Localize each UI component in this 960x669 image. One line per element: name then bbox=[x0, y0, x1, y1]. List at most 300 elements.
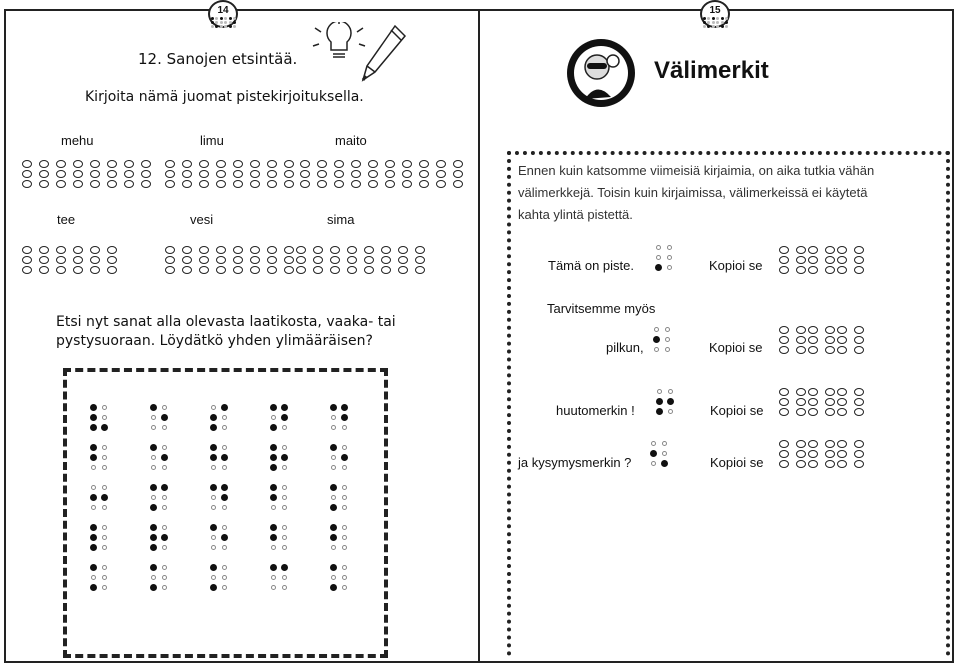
braille-dot-empty[interactable] bbox=[334, 180, 344, 188]
braille-dot-empty[interactable] bbox=[796, 336, 806, 344]
braille-dot-empty[interactable] bbox=[415, 266, 425, 274]
braille-dot-empty[interactable] bbox=[364, 246, 374, 254]
braille-cell-maito[interactable] bbox=[300, 160, 331, 189]
braille-cell-mehu[interactable] bbox=[124, 160, 155, 189]
braille-dot-empty[interactable] bbox=[385, 170, 395, 178]
braille-dot-raised bbox=[270, 484, 277, 491]
braille-dot-empty[interactable] bbox=[22, 180, 32, 188]
braille-dot-empty[interactable] bbox=[313, 256, 323, 264]
braille-dot-empty[interactable] bbox=[368, 170, 378, 178]
braille-dot-empty[interactable] bbox=[402, 170, 412, 178]
braille-dot-empty[interactable] bbox=[73, 256, 83, 264]
copy-cell[interactable] bbox=[837, 246, 868, 275]
braille-dot-empty[interactable] bbox=[854, 326, 864, 334]
braille-dot-empty[interactable] bbox=[351, 180, 361, 188]
braille-dot-empty[interactable] bbox=[364, 266, 374, 274]
braille-dot-empty[interactable] bbox=[216, 180, 226, 188]
braille-dot-empty[interactable] bbox=[182, 256, 192, 264]
braille-dot-empty[interactable] bbox=[165, 246, 175, 254]
braille-dot-empty[interactable] bbox=[182, 160, 192, 168]
search-grid-cell bbox=[150, 404, 168, 431]
braille-dot-raised bbox=[270, 534, 277, 541]
braille-cell-limu[interactable] bbox=[165, 160, 196, 189]
braille-dot-empty[interactable] bbox=[250, 180, 260, 188]
braille-cell-mehu[interactable] bbox=[22, 160, 53, 189]
braille-dot-flat bbox=[211, 575, 216, 580]
braille-dot-empty[interactable] bbox=[90, 180, 100, 188]
braille-cell-tee[interactable] bbox=[56, 246, 87, 275]
braille-dot-empty[interactable] bbox=[808, 440, 818, 448]
braille-dot-empty[interactable] bbox=[182, 170, 192, 178]
braille-dot-empty[interactable] bbox=[199, 180, 209, 188]
braille-dot-empty[interactable] bbox=[779, 450, 789, 458]
braille-dot-empty[interactable] bbox=[837, 336, 847, 344]
braille-dot-empty[interactable] bbox=[141, 170, 151, 178]
braille-cell-sima[interactable] bbox=[296, 246, 327, 275]
braille-dot-empty[interactable] bbox=[317, 180, 327, 188]
braille-cell-vesi[interactable] bbox=[267, 246, 298, 275]
braille-dot-empty[interactable] bbox=[165, 170, 175, 178]
braille-dot-empty[interactable] bbox=[453, 180, 463, 188]
braille-dot-raised bbox=[270, 444, 277, 451]
braille-dot-flat bbox=[331, 465, 336, 470]
braille-dot-empty[interactable] bbox=[779, 246, 789, 254]
braille-dot-empty[interactable] bbox=[779, 256, 789, 264]
copy-cell[interactable] bbox=[837, 326, 868, 355]
braille-dot-empty[interactable] bbox=[284, 170, 294, 178]
braille-dot-empty[interactable] bbox=[825, 460, 835, 468]
braille-dot-empty[interactable] bbox=[779, 326, 789, 334]
braille-dot-empty[interactable] bbox=[453, 160, 463, 168]
braille-dot-raised bbox=[90, 404, 97, 411]
braille-dot-empty[interactable] bbox=[796, 326, 806, 334]
braille-dot-empty[interactable] bbox=[808, 256, 818, 264]
braille-dot-empty[interactable] bbox=[385, 160, 395, 168]
braille-dot-flat bbox=[282, 505, 287, 510]
braille-dot-raised bbox=[221, 534, 228, 541]
braille-dot-empty[interactable] bbox=[90, 160, 100, 168]
braille-dot-empty[interactable] bbox=[854, 388, 864, 396]
braille-dot-empty[interactable] bbox=[415, 256, 425, 264]
braille-dot-flat bbox=[151, 415, 156, 420]
braille-cell-tee[interactable] bbox=[22, 246, 53, 275]
braille-dot-flat bbox=[162, 425, 167, 430]
braille-dot-raised bbox=[281, 454, 288, 461]
braille-dot-empty[interactable] bbox=[808, 246, 818, 254]
braille-dot-empty[interactable] bbox=[837, 398, 847, 406]
braille-dot-flat bbox=[102, 485, 107, 490]
braille-dot-flat bbox=[211, 405, 216, 410]
braille-dot-flat bbox=[222, 465, 227, 470]
braille-dot-empty[interactable] bbox=[284, 266, 294, 274]
braille-dot-empty[interactable] bbox=[73, 170, 83, 178]
braille-dot-raised bbox=[90, 444, 97, 451]
braille-dot-empty[interactable] bbox=[825, 246, 835, 254]
braille-dot-empty[interactable] bbox=[808, 450, 818, 458]
braille-cell-sima[interactable] bbox=[330, 246, 361, 275]
braille-dot-raised bbox=[150, 504, 157, 511]
braille-dot-empty[interactable] bbox=[90, 266, 100, 274]
braille-dot-empty[interactable] bbox=[165, 256, 175, 264]
braille-dot-empty[interactable] bbox=[796, 266, 806, 274]
braille-cell-vesi[interactable] bbox=[233, 246, 264, 275]
braille-dot-empty[interactable] bbox=[250, 246, 260, 254]
braille-dot-empty[interactable] bbox=[796, 398, 806, 406]
braille-dot-raised bbox=[90, 544, 97, 551]
braille-dot-empty[interactable] bbox=[779, 398, 789, 406]
braille-dot-raised bbox=[101, 424, 108, 431]
braille-dot-empty[interactable] bbox=[39, 266, 49, 274]
braille-dot-empty[interactable] bbox=[233, 266, 243, 274]
braille-dot-empty[interactable] bbox=[73, 180, 83, 188]
braille-cell-limu[interactable] bbox=[199, 160, 230, 189]
braille-dot-empty[interactable] bbox=[141, 160, 151, 168]
braille-dot-empty[interactable] bbox=[56, 160, 66, 168]
braille-dot-empty[interactable] bbox=[419, 160, 429, 168]
braille-dot-empty[interactable] bbox=[56, 266, 66, 274]
braille-dot-empty[interactable] bbox=[854, 346, 864, 354]
braille-dot-empty[interactable] bbox=[199, 266, 209, 274]
braille-dot-empty[interactable] bbox=[825, 266, 835, 274]
braille-dot-empty[interactable] bbox=[779, 346, 789, 354]
braille-dot-empty[interactable] bbox=[808, 408, 818, 416]
braille-dot-empty[interactable] bbox=[796, 460, 806, 468]
braille-dot-empty[interactable] bbox=[124, 180, 134, 188]
braille-dot-flat bbox=[667, 255, 672, 260]
braille-dot-empty[interactable] bbox=[124, 170, 134, 178]
braille-dot-empty[interactable] bbox=[199, 246, 209, 254]
copy-cell[interactable] bbox=[779, 326, 810, 355]
braille-dot-empty[interactable] bbox=[267, 246, 277, 254]
braille-cell-maito[interactable] bbox=[334, 160, 365, 189]
braille-dot-flat bbox=[665, 347, 670, 352]
braille-dot-empty[interactable] bbox=[313, 266, 323, 274]
braille-dot-empty[interactable] bbox=[385, 180, 395, 188]
braille-dot-empty[interactable] bbox=[808, 460, 818, 468]
braille-dot-empty[interactable] bbox=[216, 266, 226, 274]
braille-dot-empty[interactable] bbox=[854, 336, 864, 344]
braille-dot-empty[interactable] bbox=[808, 266, 818, 274]
copy-cell[interactable] bbox=[779, 246, 810, 275]
braille-dot-empty[interactable] bbox=[90, 170, 100, 178]
braille-dot-empty[interactable] bbox=[825, 336, 835, 344]
braille-dot-empty[interactable] bbox=[90, 246, 100, 254]
search-grid-cell bbox=[270, 524, 288, 551]
braille-dot-empty[interactable] bbox=[22, 256, 32, 264]
braille-dot-empty[interactable] bbox=[368, 160, 378, 168]
braille-dot-empty[interactable] bbox=[398, 246, 408, 254]
braille-dot-empty[interactable] bbox=[107, 180, 117, 188]
braille-dot-empty[interactable] bbox=[182, 246, 192, 254]
braille-dot-empty[interactable] bbox=[330, 256, 340, 264]
braille-dot-empty[interactable] bbox=[779, 388, 789, 396]
braille-dot-flat bbox=[151, 425, 156, 430]
braille-dot-empty[interactable] bbox=[347, 246, 357, 254]
braille-dot-empty[interactable] bbox=[351, 160, 361, 168]
braille-dot-empty[interactable] bbox=[39, 180, 49, 188]
braille-dot-empty[interactable] bbox=[233, 160, 243, 168]
braille-dot-empty[interactable] bbox=[796, 408, 806, 416]
braille-cell-vesi[interactable] bbox=[165, 246, 196, 275]
braille-cell-mehu[interactable] bbox=[90, 160, 121, 189]
braille-dot-empty[interactable] bbox=[107, 170, 117, 178]
braille-dot-empty[interactable] bbox=[381, 266, 391, 274]
word-label-limu: limu bbox=[200, 133, 224, 148]
braille-dot-empty[interactable] bbox=[90, 256, 100, 264]
braille-dot-empty[interactable] bbox=[436, 160, 446, 168]
braille-dot-empty[interactable] bbox=[107, 160, 117, 168]
braille-dot-empty[interactable] bbox=[381, 246, 391, 254]
intro-line-3: kahta ylintä pistettä. bbox=[518, 207, 633, 222]
braille-dot-empty[interactable] bbox=[854, 440, 864, 448]
braille-dot-empty[interactable] bbox=[216, 170, 226, 178]
braille-dot-empty[interactable] bbox=[182, 180, 192, 188]
braille-cell-sima[interactable] bbox=[364, 246, 395, 275]
braille-cell-limu[interactable] bbox=[233, 160, 264, 189]
braille-dot-empty[interactable] bbox=[56, 246, 66, 254]
braille-dot-flat bbox=[162, 525, 167, 530]
braille-dot-flat bbox=[222, 505, 227, 510]
braille-dot-flat bbox=[91, 485, 96, 490]
braille-dot-empty[interactable] bbox=[267, 256, 277, 264]
braille-dot-raised bbox=[650, 450, 657, 457]
braille-dot-empty[interactable] bbox=[39, 160, 49, 168]
braille-dot-empty[interactable] bbox=[22, 160, 32, 168]
braille-dot-empty[interactable] bbox=[796, 440, 806, 448]
copy-cell[interactable] bbox=[837, 388, 868, 417]
braille-dot-empty[interactable] bbox=[808, 346, 818, 354]
copy-cell[interactable] bbox=[779, 388, 810, 417]
braille-dot-empty[interactable] bbox=[402, 180, 412, 188]
braille-cell-maito[interactable] bbox=[436, 160, 467, 189]
braille-dot-empty[interactable] bbox=[284, 246, 294, 254]
braille-dot-empty[interactable] bbox=[402, 160, 412, 168]
braille-dot-empty[interactable] bbox=[808, 398, 818, 406]
braille-dot-empty[interactable] bbox=[216, 246, 226, 254]
braille-dot-empty[interactable] bbox=[825, 450, 835, 458]
braille-dot-empty[interactable] bbox=[334, 170, 344, 178]
braille-dot-empty[interactable] bbox=[216, 256, 226, 264]
braille-dot-empty[interactable] bbox=[199, 160, 209, 168]
braille-dot-empty[interactable] bbox=[347, 256, 357, 264]
braille-dot-empty[interactable] bbox=[199, 256, 209, 264]
braille-dot-empty[interactable] bbox=[300, 170, 310, 178]
braille-dot-empty[interactable] bbox=[825, 256, 835, 264]
braille-dot-empty[interactable] bbox=[347, 266, 357, 274]
braille-dot-empty[interactable] bbox=[796, 256, 806, 264]
braille-dot-empty[interactable] bbox=[330, 266, 340, 274]
braille-dot-empty[interactable] bbox=[250, 170, 260, 178]
braille-dot-raised bbox=[330, 564, 337, 571]
braille-dot-empty[interactable] bbox=[124, 160, 134, 168]
copy-cell[interactable] bbox=[779, 440, 810, 469]
braille-dot-empty[interactable] bbox=[854, 460, 864, 468]
braille-dot-empty[interactable] bbox=[107, 246, 117, 254]
braille-cell-mehu[interactable] bbox=[56, 160, 87, 189]
search-grid-cell bbox=[150, 484, 168, 511]
braille-dot-empty[interactable] bbox=[796, 388, 806, 396]
braille-dot-empty[interactable] bbox=[415, 246, 425, 254]
braille-dot-empty[interactable] bbox=[854, 256, 864, 264]
braille-dot-empty[interactable] bbox=[73, 266, 83, 274]
copy-cell[interactable] bbox=[837, 440, 868, 469]
braille-dot-empty[interactable] bbox=[436, 180, 446, 188]
braille-dot-empty[interactable] bbox=[796, 246, 806, 254]
braille-dot-empty[interactable] bbox=[284, 256, 294, 264]
braille-dot-empty[interactable] bbox=[837, 246, 847, 254]
copy-cell[interactable] bbox=[808, 440, 839, 469]
braille-dot-empty[interactable] bbox=[216, 160, 226, 168]
braille-dot-empty[interactable] bbox=[267, 266, 277, 274]
braille-dot-empty[interactable] bbox=[250, 266, 260, 274]
braille-dot-empty[interactable] bbox=[330, 246, 340, 254]
braille-dot-empty[interactable] bbox=[300, 180, 310, 188]
braille-cell-limu[interactable] bbox=[267, 160, 298, 189]
braille-dot-empty[interactable] bbox=[300, 160, 310, 168]
braille-cell-maito[interactable] bbox=[402, 160, 433, 189]
braille-dot-empty[interactable] bbox=[317, 160, 327, 168]
braille-dot-empty[interactable] bbox=[296, 246, 306, 254]
braille-dot-empty[interactable] bbox=[199, 170, 209, 178]
braille-dot-empty[interactable] bbox=[267, 160, 277, 168]
braille-dot-empty[interactable] bbox=[233, 170, 243, 178]
braille-dot-empty[interactable] bbox=[165, 160, 175, 168]
braille-dot-empty[interactable] bbox=[825, 388, 835, 396]
braille-dot-empty[interactable] bbox=[267, 180, 277, 188]
mascot-logo bbox=[567, 39, 635, 107]
search-grid-cell bbox=[90, 524, 108, 551]
braille-cell-vesi[interactable] bbox=[199, 246, 230, 275]
braille-cell-sima[interactable] bbox=[398, 246, 429, 275]
braille-dot-empty[interactable] bbox=[22, 170, 32, 178]
braille-dot-empty[interactable] bbox=[808, 326, 818, 334]
braille-dot-empty[interactable] bbox=[837, 326, 847, 334]
braille-dot-empty[interactable] bbox=[296, 256, 306, 264]
braille-dot-empty[interactable] bbox=[837, 266, 847, 274]
braille-dot-empty[interactable] bbox=[419, 180, 429, 188]
braille-dot-empty[interactable] bbox=[779, 440, 789, 448]
also-needed-text: Tarvitsemme myös bbox=[547, 301, 656, 316]
braille-dot-empty[interactable] bbox=[796, 450, 806, 458]
braille-dot-empty[interactable] bbox=[453, 170, 463, 178]
braille-dot-flat bbox=[162, 505, 167, 510]
braille-dot-empty[interactable] bbox=[419, 170, 429, 178]
braille-dot-empty[interactable] bbox=[141, 180, 151, 188]
braille-cell-tee[interactable] bbox=[90, 246, 121, 275]
braille-dot-empty[interactable] bbox=[381, 256, 391, 264]
braille-dot-empty[interactable] bbox=[808, 336, 818, 344]
braille-dot-empty[interactable] bbox=[398, 256, 408, 264]
braille-dot-empty[interactable] bbox=[854, 408, 864, 416]
braille-dot-raised bbox=[330, 484, 337, 491]
braille-dot-empty[interactable] bbox=[250, 256, 260, 264]
braille-dot-empty[interactable] bbox=[107, 256, 117, 264]
braille-dot-empty[interactable] bbox=[39, 256, 49, 264]
braille-dot-empty[interactable] bbox=[313, 246, 323, 254]
braille-dot-empty[interactable] bbox=[73, 160, 83, 168]
braille-dot-empty[interactable] bbox=[73, 246, 83, 254]
braille-dot-empty[interactable] bbox=[825, 408, 835, 416]
copy-cell[interactable] bbox=[808, 246, 839, 275]
braille-dot-empty[interactable] bbox=[364, 256, 374, 264]
braille-dot-empty[interactable] bbox=[56, 180, 66, 188]
search-grid-cell bbox=[210, 564, 228, 591]
braille-dot-empty[interactable] bbox=[837, 460, 847, 468]
braille-dot-empty[interactable] bbox=[296, 266, 306, 274]
braille-dot-empty[interactable] bbox=[837, 440, 847, 448]
search-grid-cell bbox=[330, 444, 348, 471]
braille-dot-empty[interactable] bbox=[779, 460, 789, 468]
braille-dot-empty[interactable] bbox=[317, 170, 327, 178]
braille-dot-empty[interactable] bbox=[56, 170, 66, 178]
braille-dot-empty[interactable] bbox=[825, 440, 835, 448]
braille-dot-empty[interactable] bbox=[233, 246, 243, 254]
braille-dot-empty[interactable] bbox=[56, 256, 66, 264]
braille-dot-empty[interactable] bbox=[39, 246, 49, 254]
braille-dot-empty[interactable] bbox=[165, 180, 175, 188]
braille-dot-flat bbox=[102, 585, 107, 590]
braille-dot-empty[interactable] bbox=[779, 408, 789, 416]
braille-dot-empty[interactable] bbox=[825, 346, 835, 354]
braille-dot-flat bbox=[102, 565, 107, 570]
braille-dot-empty[interactable] bbox=[165, 266, 175, 274]
braille-cell-maito[interactable] bbox=[368, 160, 399, 189]
braille-dot-empty[interactable] bbox=[796, 346, 806, 354]
braille-dot-empty[interactable] bbox=[250, 160, 260, 168]
copy-cell[interactable] bbox=[808, 326, 839, 355]
braille-dot-empty[interactable] bbox=[825, 398, 835, 406]
braille-dot-empty[interactable] bbox=[779, 336, 789, 344]
braille-dot-empty[interactable] bbox=[837, 388, 847, 396]
braille-dot-empty[interactable] bbox=[854, 450, 864, 458]
braille-dot-raised bbox=[281, 404, 288, 411]
braille-dot-empty[interactable] bbox=[284, 180, 294, 188]
page-number-left bbox=[208, 0, 238, 28]
braille-dot-empty[interactable] bbox=[808, 388, 818, 396]
braille-dot-empty[interactable] bbox=[351, 170, 361, 178]
braille-dot-empty[interactable] bbox=[825, 326, 835, 334]
braille-dot-empty[interactable] bbox=[233, 256, 243, 264]
braille-dot-empty[interactable] bbox=[854, 398, 864, 406]
braille-dot-empty[interactable] bbox=[334, 160, 344, 168]
braille-dot-empty[interactable] bbox=[22, 266, 32, 274]
braille-dot-flat bbox=[662, 441, 667, 446]
braille-dot-flat bbox=[654, 327, 659, 332]
braille-dot-empty[interactable] bbox=[854, 266, 864, 274]
braille-dot-empty[interactable] bbox=[854, 246, 864, 254]
braille-dot-empty[interactable] bbox=[107, 266, 117, 274]
braille-dot-raised bbox=[90, 534, 97, 541]
braille-dot-empty[interactable] bbox=[837, 408, 847, 416]
braille-dot-empty[interactable] bbox=[284, 160, 294, 168]
braille-dot-empty[interactable] bbox=[39, 170, 49, 178]
braille-dot-empty[interactable] bbox=[837, 346, 847, 354]
braille-dot-empty[interactable] bbox=[779, 266, 789, 274]
copy-cell[interactable] bbox=[808, 388, 839, 417]
braille-dot-flat bbox=[331, 425, 336, 430]
braille-dot-empty[interactable] bbox=[837, 450, 847, 458]
braille-dot-empty[interactable] bbox=[22, 246, 32, 254]
braille-dot-empty[interactable] bbox=[233, 180, 243, 188]
braille-dot-empty[interactable] bbox=[398, 266, 408, 274]
braille-dot-empty[interactable] bbox=[436, 170, 446, 178]
braille-dot-empty[interactable] bbox=[837, 256, 847, 264]
intro-line-1: Ennen kuin katsomme viimeisiä kirjaimia, on aika tutkia vähän bbox=[518, 163, 875, 178]
braille-dot-empty[interactable] bbox=[368, 180, 378, 188]
braille-dot-raised bbox=[210, 584, 217, 591]
braille-dot-empty[interactable] bbox=[182, 266, 192, 274]
braille-dot-empty[interactable] bbox=[267, 170, 277, 178]
